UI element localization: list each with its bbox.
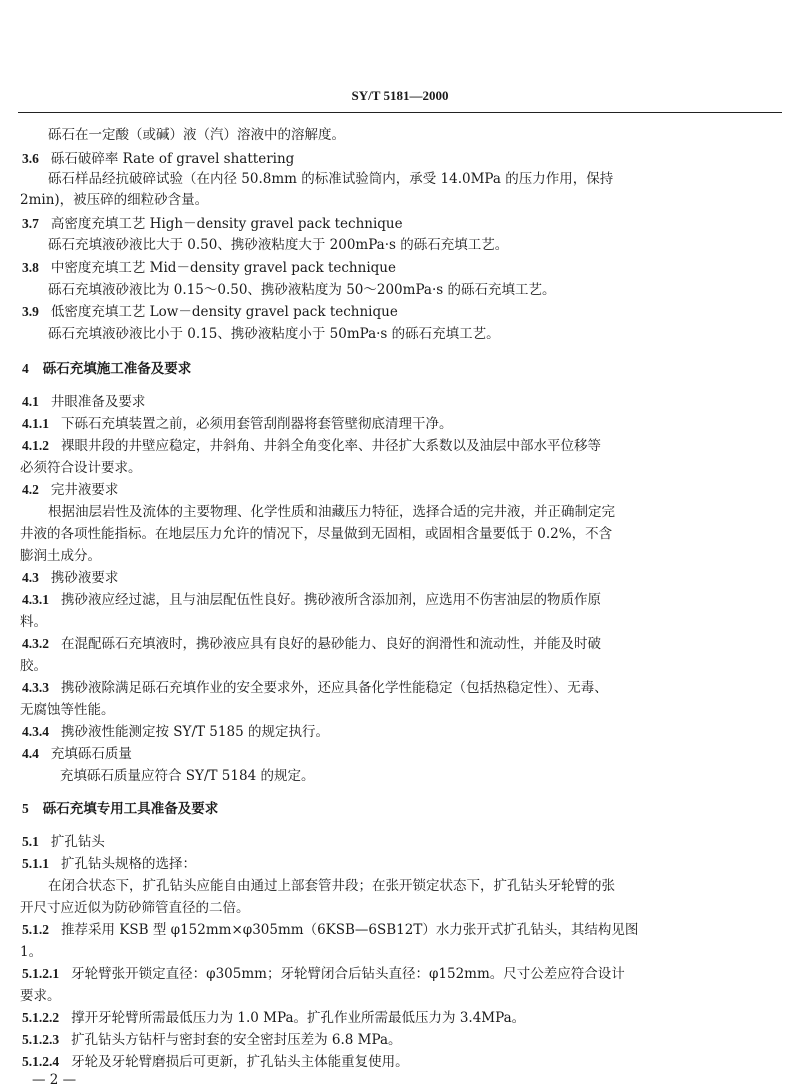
paragraph-line [48,126,345,144]
section-line [22,965,625,983]
line-text: 中密度充填工艺 Mid－density gravel pack technique [50,260,396,276]
section-number: 4.3.4 [22,724,49,739]
section-number: 4.3.1 [22,592,49,607]
section-number: 5.1 [22,834,39,849]
section-line [22,303,398,321]
chapter-heading [22,800,218,818]
section-number: 4.4 [22,746,39,761]
section-number: 4.1.2 [22,438,49,453]
line-text: 砾石充填专用工具准备及要求 [42,801,219,817]
section-line [22,679,608,697]
paragraph-line [20,547,101,565]
line-text: 井眼准备及要求 [50,394,146,410]
line-text: 开尺寸应近似为防砂筛管直径的二倍。 [20,900,250,916]
line-text: 胶。 [20,658,47,674]
section-number: 5.1.2 [22,922,49,937]
section-line [22,723,329,741]
paragraph-line [60,767,314,785]
section-line [22,437,601,455]
line-text: 砾石样品经抗破碎试验（在内径 50.8mm 的标准试验筒内，承受 14.0MPa 的压力作用，保持 [48,171,614,187]
line-text: 在闭合状态下，扩孔钻头应能自由通过上部套管井段；在张开锁定状态下，扩孔钻头牙轮臂的张 [48,878,615,894]
section-number: 3.7 [22,216,39,231]
line-text: 牙轮臂张开锁定直径：φ305mm；牙轮臂闭合后钻头直径：φ152mm。尺寸公差应符合设计 [71,966,625,982]
paragraph-line [48,281,555,299]
section-line [22,415,453,433]
line-text: 牙轮及牙轮臂磨损后可更新，扩孔钻头主体能重复使用。 [71,1054,409,1070]
line-text: 低密度充填工艺 Low－density gravel pack technique [50,304,398,320]
section-line [22,481,118,499]
section-line [22,150,294,168]
paragraph-line [20,987,61,1005]
line-text: 携砂液除满足砾石充填作业的安全要求外，还应具备化学性能稳定（包括热稳定性）、无毒、 [61,680,608,696]
line-text: 要求。 [20,988,61,1004]
line-text: 充填砾石质量 [50,746,132,762]
header-rule [18,112,782,113]
line-text: 扩孔钻头方钻杆与密封套的安全密封压差为 6.8 MPa。 [71,1032,402,1048]
line-text: 砾石在一定酸（或碱）液（汽）溶液中的溶解度。 [48,127,345,143]
section-number: 4.3.2 [22,636,49,651]
section-line [22,215,403,233]
section-number: 4.1.1 [22,416,49,431]
section-line [22,855,196,873]
section-number: 3.6 [22,151,39,166]
line-text: 扩孔钻头规格的选择： [61,856,196,872]
line-text: 充填砾石质量应符合 SY/T 5184 的规定。 [60,768,315,784]
section-line [22,635,601,653]
section-line [22,259,396,277]
paragraph-line [20,943,42,961]
paragraph-line [20,613,47,631]
line-text: 砾石充填液砂液比小于 0.15、携砂液粘度小于 50mPa·s 的砾石充填工艺。 [48,326,500,342]
line-text: 扩孔钻头 [50,834,105,850]
section-line [22,921,638,939]
section-number: 4.2 [22,482,39,497]
line-text: 料。 [20,614,47,630]
section-line [22,569,118,587]
paragraph-line [48,503,615,521]
paragraph-line [48,877,615,895]
section-number: 4.3.3 [22,680,49,695]
paragraph-line [20,899,250,917]
section-line [22,1031,402,1049]
section-line [22,1053,409,1071]
line-text: 根据油层岩性及流体的主要物理、化学性质和油藏压力特征，选择合适的完井液，并正确制定完 [48,504,615,520]
chapter-heading [22,360,191,378]
paragraph-line [20,459,142,477]
section-line [22,745,132,763]
section-number: 5 [22,801,29,816]
section-line [22,393,145,411]
section-number: 4 [22,361,29,376]
section-number: 5.1.2.3 [22,1032,60,1047]
paragraph-line [20,191,208,209]
line-text: 携砂液要求 [50,570,119,586]
line-text: 砾石充填液砂液比为 0.15～0.50、携砂液粘度为 50～200mPa·s 的砾石充填工艺。 [48,282,556,298]
line-text: 1。 [20,944,43,960]
section-number: 4.3 [22,570,39,585]
line-text: 砾石破碎率 Rate of gravel shattering [50,151,295,167]
page-number: — 2 — [32,1072,77,1088]
paragraph-line [20,701,115,719]
section-number: 5.1.2.2 [22,1010,60,1025]
paragraph-line [48,170,613,188]
section-number: 3.9 [22,304,39,319]
line-text: 在混配砾石充填液时，携砂液应具有良好的悬砂能力、良好的润滑性和流动性，并能及时破 [61,636,601,652]
section-number: 5.1.2.1 [22,966,60,981]
paragraph-line [48,325,500,343]
section-line [22,833,105,851]
line-text: 携砂液应经过滤，且与油层配伍性良好。携砂液所含添加剂，应选用不伤害油层的物质作原 [61,592,601,608]
section-number: 3.8 [22,260,39,275]
line-text: 无腐蚀等性能。 [20,702,115,718]
page-header: SY/T 5181—2000 [351,88,449,103]
line-text: 膨润土成分。 [20,548,101,564]
line-text: 砾石充填液砂液比大于 0.50、携砂液粘度大于 200mPa·s 的砾石充填工艺。 [48,237,509,253]
paragraph-line [48,236,508,254]
paragraph-line [20,657,47,675]
section-line [22,1009,525,1027]
line-text: 砾石充填施工准备及要求 [42,361,192,377]
line-text: 井液的各项性能指标。在地层压力允许的情况下，尽量做到无固相，或固相含量要低于 0.2%，不含 [20,526,613,542]
line-text: 推荐采用 KSB 型 φ152mm×φ305mm（6KSB—6SB12T）水力张开式扩孔钻头，其结构见图 [61,922,639,938]
line-text: 裸眼井段的井壁应稳定，井斜角、井斜全角变化率、井径扩大系数以及油层中部水平位移等 [61,438,601,454]
section-line [22,591,601,609]
section-number: 5.1.2.4 [22,1054,60,1069]
line-text: 高密度充填工艺 High－density gravel pack technique [50,216,403,232]
paragraph-line [20,525,612,543]
line-text: 携砂液性能测定按 SY/T 5185 的规定执行。 [61,724,329,740]
section-number: 5.1.1 [22,856,49,871]
section-number: 4.1 [22,394,39,409]
line-text: 完井液要求 [50,482,119,498]
line-text: 2min)，被压碎的细粒砂含量。 [20,192,209,208]
line-text: 必须符合设计要求。 [20,460,142,476]
line-text: 下砾石充填装置之前，必须用套管刮削器将套管壁彻底清理干净。 [61,416,453,432]
line-text: 撑开牙轮臂所需最低压力为 1.0 MPa。扩孔作业所需最低压力为 3.4MPa。 [71,1010,526,1026]
